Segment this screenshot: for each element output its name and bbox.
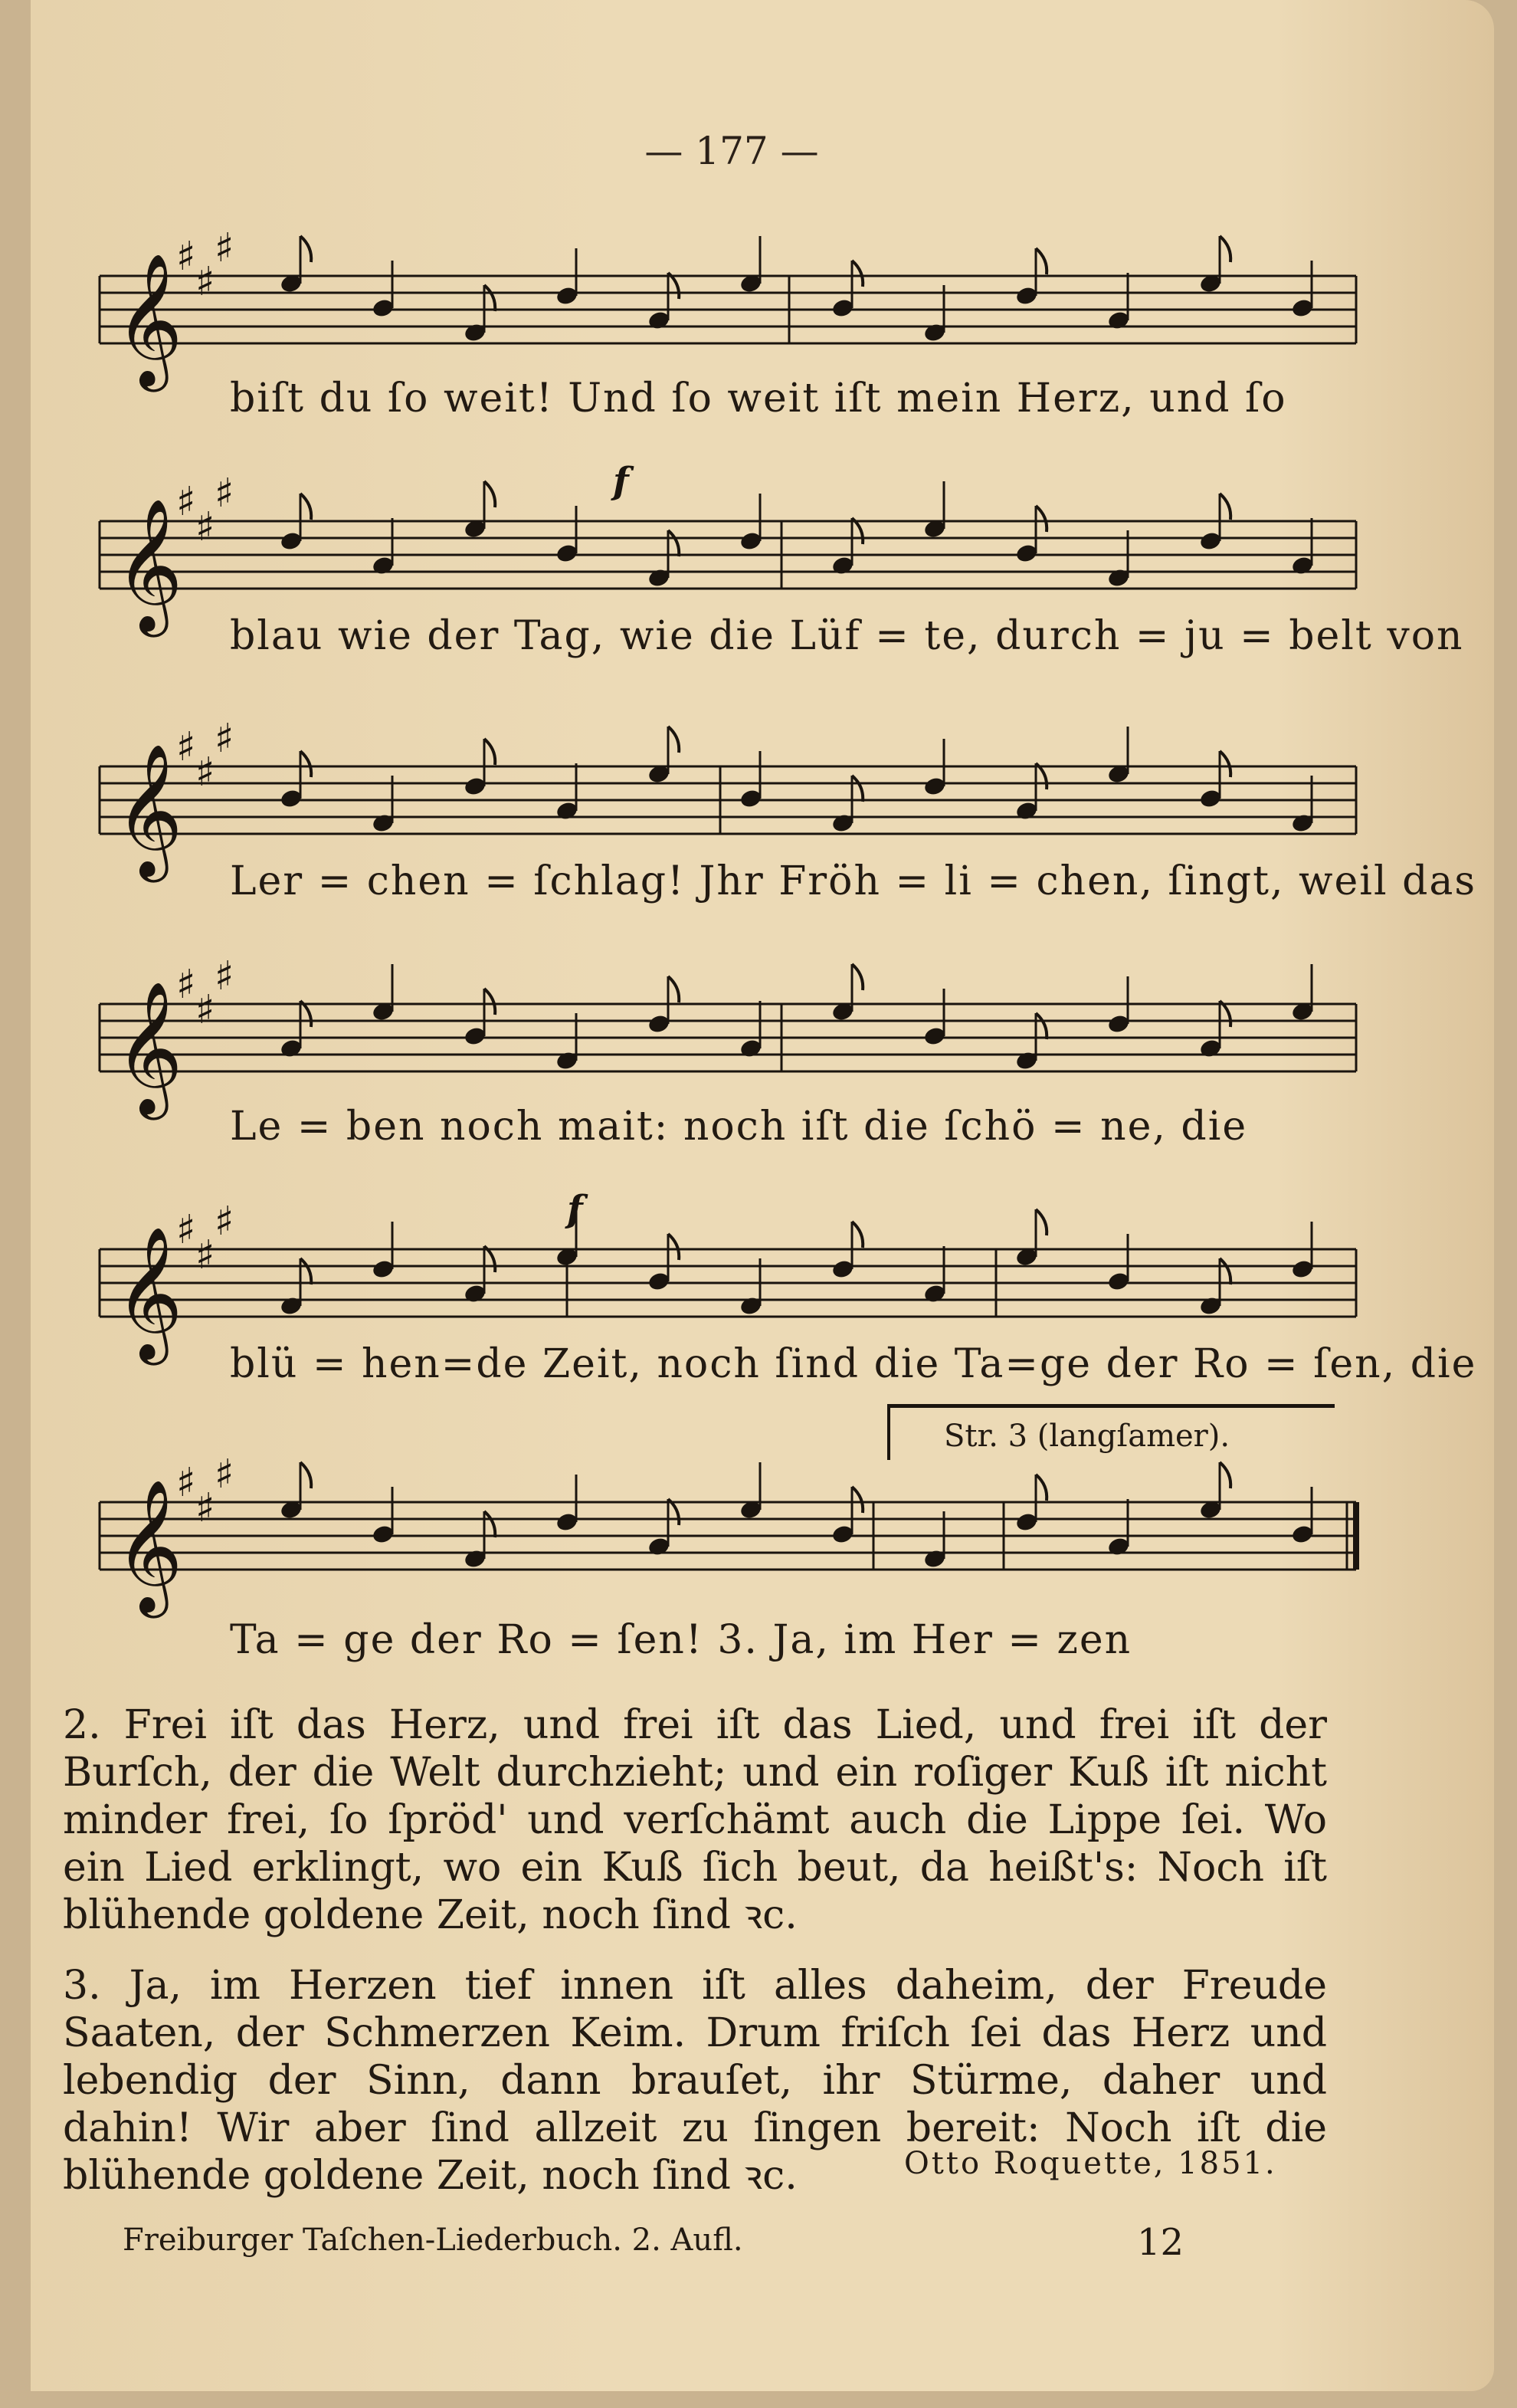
- sheet-number: 12: [1137, 2221, 1184, 2264]
- strophe-label: Str. 3 (langſamer).: [944, 1419, 1230, 1454]
- verse-3: 3. Ja, im Herzen tief innen iſt alles daheim, der Freude Saaten, der Schmerzen Keim. Drum friſch ſei das Herz und lebendig der Sinn, dann brauſet, ihr Stürme, daher und dahin! Wir aber ſind allzeit zu ſingen bereit: Noch iſt die blühende goldene Zeit, noch ſind ꝛc.: [63, 1963, 1327, 2199]
- lyric-line: biſt du ſo weit! Und ſo weit iſt mein Herz, und ſo: [230, 376, 1287, 422]
- svg-text:♯: ♯: [176, 234, 196, 280]
- svg-text:𝄞: 𝄞: [115, 981, 183, 1114]
- footer-title: Freiburger Taſchen-Liederbuch. 2. Aufl.: [123, 2223, 743, 2258]
- svg-text:♯: ♯: [195, 504, 215, 550]
- svg-text:𝄞: 𝄞: [115, 743, 183, 877]
- svg-text:♯: ♯: [195, 1485, 215, 1531]
- svg-text:𝄞: 𝄞: [115, 253, 183, 386]
- svg-text:𝄞: 𝄞: [115, 498, 183, 632]
- svg-text:♯: ♯: [195, 1232, 215, 1278]
- svg-text:♯: ♯: [176, 479, 196, 525]
- svg-text:♯: ♯: [195, 987, 215, 1033]
- dynamic-marking: f: [567, 1188, 583, 1231]
- svg-text:♯: ♯: [215, 230, 234, 271]
- svg-text:♯: ♯: [176, 1460, 196, 1506]
- lyric-line: Ta = ge der Ro = ſen! 3. Ja, im Her = zen: [230, 1617, 1132, 1663]
- verse-2: 2. Frei iſt das Herz, und frei iſt das Lied, und frei iſt der Burſch, der die Welt durchzieht; und ein roſiger Kuß iſt nicht minder frei, ſo ſpröd' und verſchämt auch die Lippe ſei. Wo ein Lied erklingt, wo ein Kuß ſich beut, da heißt's: Noch iſt blühende goldene Zeit, noch ſind ꝛc.: [63, 1702, 1327, 1938]
- page-number: — 177 —: [644, 129, 819, 173]
- svg-text:♯: ♯: [176, 962, 196, 1008]
- svg-text:♯: ♯: [195, 750, 215, 796]
- svg-text:♯: ♯: [215, 1456, 234, 1498]
- author-credit: Otto Roquette, 1851.: [904, 2146, 1277, 2181]
- lyric-line: Ler = chen = ſchlag! Jhr Fröh = li = chen, ſingt, weil das: [230, 858, 1477, 904]
- lyric-line: Le = ben noch mait: noch iſt die ſchö = ne, die: [230, 1104, 1248, 1150]
- svg-text:♯: ♯: [176, 1207, 196, 1253]
- svg-text:♯: ♯: [215, 475, 234, 517]
- svg-text:𝄞: 𝄞: [115, 1226, 183, 1360]
- lyric-line: blü = hen=de Zeit, noch ſind die Ta=ge der Ro = ſen, die: [230, 1341, 1477, 1387]
- lyric-line: blau wie der Tag, wie die Lüf = te, durch = ju = belt von: [230, 613, 1464, 659]
- strophe-bracket: [887, 1404, 1335, 1460]
- svg-text:♯: ♯: [195, 259, 215, 305]
- svg-text:♯: ♯: [176, 724, 196, 770]
- svg-text:𝄞: 𝄞: [115, 1479, 183, 1612]
- dynamic-marking: f: [613, 460, 629, 503]
- svg-text:♯: ♯: [215, 1203, 234, 1245]
- svg-text:♯: ♯: [215, 720, 234, 762]
- svg-text:♯: ♯: [215, 958, 234, 999]
